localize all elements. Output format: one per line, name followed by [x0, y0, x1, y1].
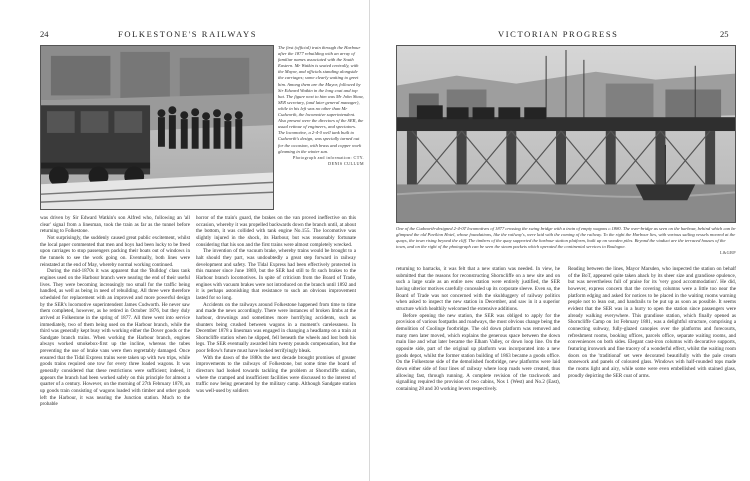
left-col2-paragraph: The invention of the vacuum brake, whereby trains would be brought to a halt should they part, was undoubtedly a great step forward in railway development and safety. The Tidal Express had been effectively protected in this manner since June 1869, but the SER had still to fit such brakes to the Harbour branch locomotives. In spite of criticism from the Board of Trade, engines with vacuum brakes were not introduced on the branch until 1892 and it is perhaps astonishing that resistance to such an obvious improvement lasted for so long. [196, 248, 356, 301]
left-col1-paragraph: During the mid-1870s it was apparent that the 'Bulldog' class tank engines used on the Harbour branch were nearing the end of their useful lives. They were becoming increasingly too small for the traffic being handled, as well as being in need of rebuilding. All three were therefore scheduled for replacement with an improved and more powerful design by the SER's locomotive superintendent James Cudworth. He never saw them completed, however, as he retired in October 1876, but they duly arrived at Folkestone in the spring of 1877. All three went into service immediately, two of them being used on the Harbour branch, while the third was generally kept busy with working either the Dover goods or the Sandgate branch trains. When working the Harbour branch, engines always worked smokebox-first up the incline, whereas the tubes preventing the use of brake vans were then regrettably damaged. Once ensured that the Tidal Express trains were taken up with two trips, while goods trains required one tow for every three loaded wagons. It was generally considered that these restrictions were sufficient; indeed, it appears the branch had been worked safely on this principle for almost a quarter of a century. However, on the morning of 27th February 1878, an up goods train consisting of wagons loaded with timber and other goods left the Harbour, it was nearing the Junction station. Much to the probable [40, 268, 190, 408]
left-col2-paragraph: horror of the train's guard, the brakes on the van proved ineffective on this occasion, whereby it was propelled backwards down the branch until, at about the bottom, it was collided with tank engine No.155. The locomotive was slightly injured in the shock, its Harbour, but was reasonably fortunate considering that his son and the first trains were almost completely wrecked. [196, 215, 356, 248]
right-page-number: 25 [720, 29, 729, 39]
left-page-column-1 [40, 215, 190, 477]
left-page-number: 24 [40, 29, 49, 39]
left-photo-caption [278, 45, 364, 167]
right-running-head: VICTORIAN PROGRESS [498, 29, 619, 39]
right-page [376, 0, 750, 481]
photo-snow-station-illustration [41, 46, 273, 209]
left-col2-paragraph: With the dawn of the 1880s the next decade brought promises of greater improvements to the railways of Folkestone, but some time the board of directors had looked towards tackling the problem at Shorncliffe station, where the cramped and insufficient facilities were discussed to the interest of traffic now being generated by the military camp. Although Sandgate station was well-used by soldiers [196, 354, 356, 395]
left-col2-paragraph: Accidents on the railways around Folkestone happened from time to time and made the news accordingly. There were instances of broken limbs at the harbour, drownings and sometimes more horrifying accidents, such as shunters being crushed between wagons in a moment's carelessness. In December 1878 a linesman was engaged in changing a headlamp on a train at Shorncliffe station when he slipped, fell beneath the wheels and lost both his legs. The SER eventually awarded him twenty pounds compensation, but the poor fellow's future must have looked terrifyingly bleak. [196, 301, 356, 355]
left-col1-paragraph: Not surprisingly, the suddenly caused great public excitement, whilst the local paper commented that men and boys had been lucky to be freed upon carriages to stop passengers packing their boats out of windows in the tunnels to see the work going on. Eventually, both lines were reinstated at the end of May, whereby normal working continued. [40, 234, 190, 268]
right-photo-credit: L&GRP [720, 250, 736, 256]
right-col1-paragraph: Before opening the new station, the SER was obliged to apply for the provision of various footpaths and roadways, the most obvious change being the demolition of Coolinge footbridge. The old down platform was removed and many men later moved, which explains the generous space between the down main line and what later became the Elham Valley, or down loop line. On the opposite side, part of the original up platform was incorporated into a new goods depot, whilst the former station building of 1863 became a goods office. On the Folkestone side of the demolished footbridge, new platforms were laid down either side of four lines of railway where loop roads were created, thus allowing fast, through running. A complete revision of the trackwork and signalling required the provision of two cabins, Nos 1 (West) and No.2 (East), containing 28 and 30 working levers respectively. [396, 312, 560, 392]
left-page-column-2 [196, 215, 356, 477]
left-col1-paragraph: was driven by Sir Edward Watkin's son Alfred who, following an 'all clear' signal from a linesman, took the train as far as the tunnel before returning to Folkestone. [40, 215, 190, 235]
left-photo-caption-text: The first (official) train through the Harbour after the 1877 rebuilding with an array of familiar names associated with the South Eastern. Mr Watkin is seated centrally, with the Mayor, and officials standing alongside the carriages; some clearly waiting to greet him. Among them are the Mayor, followed by Sir Edward Watkin in the long coat and top hat. The figure next to him was Mr John Shaw, SER secretary, (and later general manager), while in his left was no other than Mr Cudworth, the locomotive superintendent. Also present were the directors of the SER, the usual retinue of engineers, and spectators. The locomotive, a 2-4-0 well tank built to Cudworth's design, was specially turned out for the occasion, with brass and copper work gleaming in the winter sun. [278, 45, 364, 154]
right-photo-caption-text: One of the Cudworth-designed 2-4-0T locomotives of 1877 crossing the swing bridge with a train of empty wagons c.1880. The over-bridge as seen on the harbour, behind which can be glimpsed the old Pavilion Hotel, whose foundations, like the railway's, were laid with the coming of the railway. To the right the Harbour lies, with various sailing vessels moored at the quays, the town rising beyond the cliff. The timbers of the quay supported the harbour station platform, built up on wooden piles. Beyond the viaduct are the terraced houses of the town, and on the right of the photograph can be seen the steam packets which operated the continental services to Boulogne. [396, 226, 736, 250]
left-photo-credit: Photograph and information: CTY. DENIS CULLUM [292, 154, 364, 166]
photo-harbour-bridge-illustration [397, 46, 735, 222]
right-col2-paragraph: Reading between the lines, Mayor Marsden, who inspected the station on behalf of the BoT, appeared quite taken aback by its sheer size and grandiose opulence, but was nevertheless full of praise for its 'very good accommodation'. He did, however, express concern that the covering columns were a little too near the platform edging and asked for notices to be placed in the waiting rooms warning people not to lean out, and handrails to be put up as soon as possible. It seems evident that the SER was in a hurry to open the station since passengers were already walking everywhere. This grandiose station, which finally opened as Shorncliffe Camp on 1st February 1881, was a delightful structure, comprising a connecting subway, fully-glazed canopies over the platforms and forecourts, refreshment rooms, booking offices, parcels office, separate waiting rooms, and conveniences on both sides. Elegant cast-iron columns with decorative supports, featuring ironwork and fine tracery of a wonderful effect, whilst the waiting room doors on the 'traditional' set were decorated beautifully with the pale cream stonework and panels of coloured glass. Windows with half-rounded tops made the rooms light and airy, while some were even embellished with stained glass, proudly depicting the SER coat of arms. [568, 266, 736, 379]
left-page [0, 0, 370, 481]
right-page-column-2 [568, 266, 736, 477]
right-col1-paragraph: returning to barracks, it was felt that a new station was needed. In view, he submitted that the reasons for reconstructing Shorncliffe on a new site and on such a large scale as an entire new station were entirely justified, the SER having ulterior motives carefully concealed up its corporate sleeve. Even so, the Board of Trade was not concerned with the skulduggery of railway politics when asked to inspect the new station in December, and saw in it a superior structure which healthily welcomed the extensive additions. [396, 266, 560, 312]
left-running-head: FOLKESTONE'S RAILWAYS [118, 29, 258, 39]
folkestone-harbour-viaduct-photo [396, 45, 736, 223]
right-page-column-1 [396, 266, 560, 477]
right-photo-caption [396, 226, 736, 256]
sir-edward-watkin-visit-photo [40, 45, 274, 210]
